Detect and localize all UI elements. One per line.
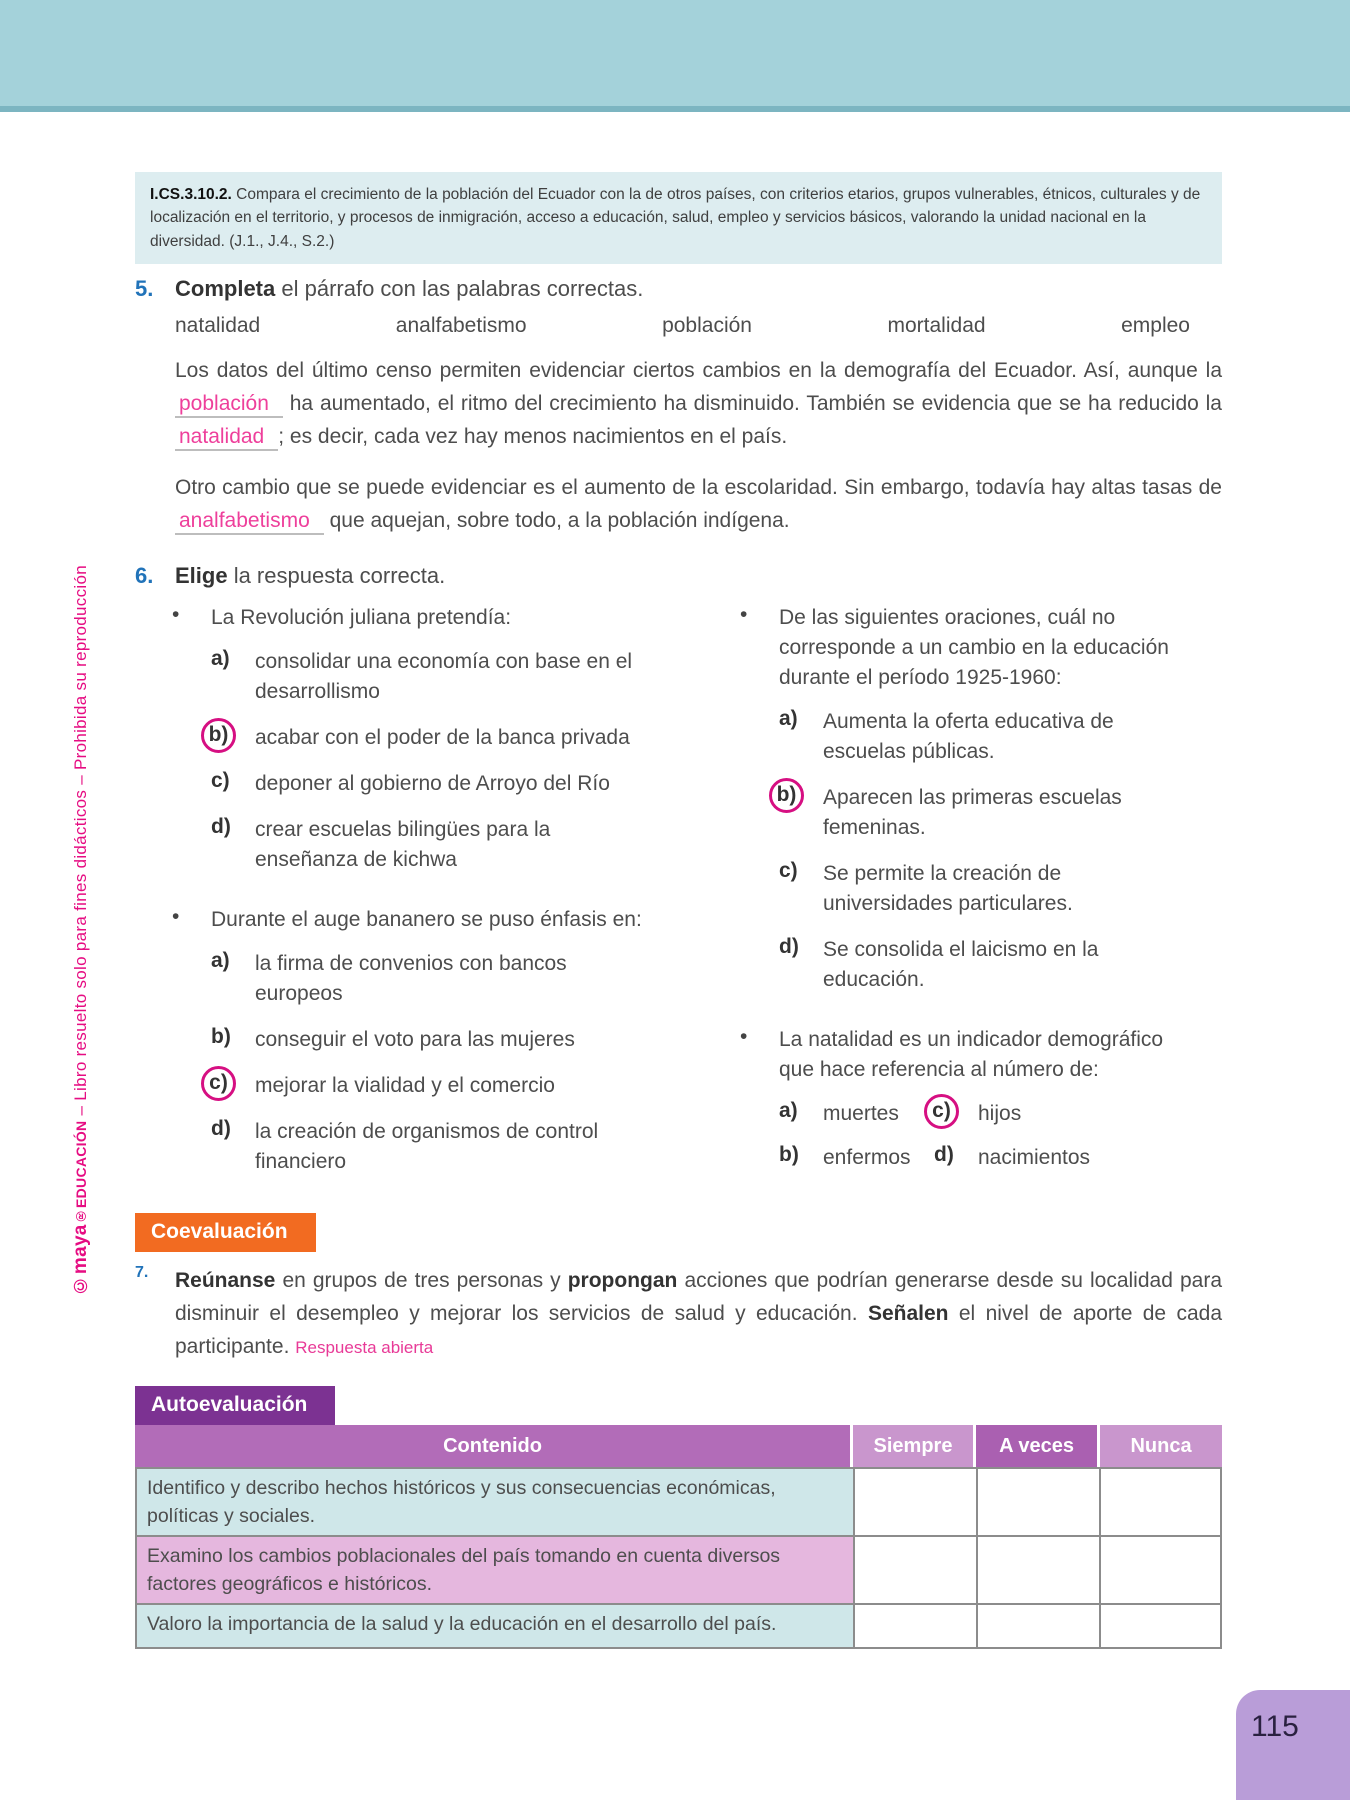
answer-circle: b)	[201, 718, 236, 753]
exercise7-segment: acciones que podrían generarse desde su localidad para disminuir el desempleo y mejorar los servicios de salud y educación.	[175, 1268, 1222, 1325]
option-letter-mark: d)	[779, 934, 799, 958]
exercise5-verb: Completa	[175, 275, 276, 301]
option-letter	[779, 935, 823, 959]
word-bank-item: mortalidad	[887, 313, 986, 337]
table-row-statement: Identifico y describo hechos históricos y sus consecuencias económicas, políticas y sociales.	[135, 1469, 853, 1537]
option-letter	[934, 1099, 978, 1124]
exercise7-segment: en grupos de tres personas y	[275, 1268, 568, 1292]
table-header-aveces: A veces	[976, 1425, 1097, 1467]
paragraph-text: ha aumentado, el ritmo del crecimiento ha disminuido. También se evidencia que se ha reducido la	[282, 391, 1222, 415]
question-cambio-educacion	[740, 603, 1222, 995]
option	[779, 707, 1222, 767]
option-letter-mark: d)	[934, 1142, 954, 1166]
option-letter-mark: c)	[779, 858, 798, 882]
option-letter-mark: d)	[211, 1116, 231, 1140]
question-revolucion-juliana	[172, 603, 740, 875]
option	[779, 1099, 934, 1129]
exercise7-number: 7.	[135, 1263, 149, 1281]
option-letter-mark: b)	[211, 1024, 231, 1048]
option-letter-mark: a)	[779, 1098, 798, 1122]
paragraph-text: Otro cambio que se puede evidenciar es el aumento de la escolaridad. Sin embargo, todavía hay altas tasas de	[175, 475, 1222, 499]
paragraph-escolaridad	[175, 471, 1222, 537]
exercise7-bold: Señalen	[867, 1301, 949, 1325]
copyright-sidebar-text	[70, 565, 92, 1295]
question-body	[211, 905, 740, 1177]
filled-blank: población	[175, 392, 283, 418]
exercise7-bold: propongan	[567, 1268, 678, 1292]
question-text: La natalidad es un indicador demográfico que hace referencia al número de:	[779, 1027, 1164, 1081]
exercise6-columns	[135, 603, 1222, 1177]
page-number-box	[1236, 1690, 1350, 1800]
option-letter	[779, 707, 823, 731]
option	[776, 783, 1222, 843]
option-text: la firma de convenios con bancos europeos	[255, 951, 567, 1005]
paragraph-censo	[175, 354, 1222, 453]
option-text: Se permite la creación de universidades particulares.	[823, 861, 1073, 915]
page-content	[135, 172, 1222, 1649]
paragraph-text: ; es decir, cada vez hay menos nacimientos en el país.	[278, 424, 788, 448]
table-body	[135, 1467, 1222, 1649]
option-text: la creación de organismos de control financiero	[255, 1119, 599, 1173]
option-letter	[779, 1143, 823, 1167]
option-letter	[211, 647, 255, 671]
bullet-icon: •	[740, 1024, 748, 1048]
option	[211, 1071, 740, 1101]
answer-cell-aveces[interactable]	[976, 1537, 1099, 1605]
exercise5-number: 5.	[135, 275, 154, 301]
answer-circle: b)	[769, 778, 804, 813]
question-text: Durante el auge bananero se puso énfasis en:	[211, 907, 642, 931]
table-row	[135, 1469, 1222, 1537]
question-body	[776, 603, 1222, 995]
standard-code: I.CS.3.10.2.	[150, 186, 232, 203]
word-bank-item: población	[662, 313, 752, 337]
question-natalidad-indicador	[740, 1025, 1222, 1173]
page-number: 115	[1251, 1710, 1299, 1743]
exercise7	[135, 1264, 1222, 1364]
exercise7-segment: el nivel de aporte de cada participante.	[175, 1301, 1223, 1358]
option-letter	[211, 1117, 255, 1141]
autoevaluacion-badge: Autoevaluación	[135, 1386, 335, 1425]
option-letter	[211, 1025, 255, 1049]
question-body	[208, 603, 740, 875]
option-letter	[211, 815, 255, 839]
answer-cell-aveces[interactable]	[976, 1605, 1099, 1649]
option-letter	[208, 723, 255, 748]
bullet-icon: •	[172, 602, 180, 626]
option-text: nacimientos	[978, 1145, 1091, 1169]
table-row-statement: Examino los cambios poblacionales del país tomando en cuenta diversos factores geográficos e históricos.	[135, 1537, 853, 1605]
option-text: acabar con el poder de la banca privada	[255, 725, 630, 749]
table-row-statement: Valoro la importancia de la salud y la educación en el desarrollo del país.	[135, 1605, 853, 1649]
option-letter	[211, 1071, 255, 1096]
exercise6-number: 6.	[135, 562, 154, 588]
paragraph-text: que aquejan, sobre todo, a la población indígena.	[323, 508, 790, 532]
question-body	[779, 1025, 1222, 1173]
option-letter-mark: c)	[211, 768, 230, 792]
filled-blank: natalidad	[175, 425, 278, 451]
question-text: La Revolución juliana pretendía:	[211, 605, 512, 629]
word-bank-item: analfabetismo	[395, 313, 527, 337]
option	[211, 949, 740, 1009]
answer-circle: c)	[201, 1066, 236, 1101]
bullet-icon: •	[740, 602, 748, 626]
option-letter-mark: a)	[779, 706, 798, 730]
exercise5-heading	[135, 276, 1222, 302]
options-list	[211, 949, 740, 1177]
option-letter-mark: a)	[211, 948, 230, 972]
exercise6-right-column	[740, 603, 1222, 1177]
page-header-band	[0, 0, 1350, 112]
option-letter	[211, 769, 255, 793]
exercise6-left-column	[135, 603, 740, 1177]
answer-circle: c)	[924, 1094, 959, 1129]
option	[208, 723, 740, 753]
word-bank	[175, 314, 1190, 338]
option-text: crear escuelas bilingües para la enseñanza de kichwa	[255, 817, 551, 871]
option-text: Aumenta la oferta educativa de escuelas públicas.	[823, 709, 1114, 763]
answer-cell-nunca[interactable]	[1099, 1605, 1222, 1649]
open-answer-note: Respuesta abierta	[295, 1337, 434, 1357]
paragraph-text: Los datos del último censo permiten evidenciar ciertos cambios en la demografía del Ecuador. Así, aunque la	[175, 358, 1222, 382]
option-letter	[776, 783, 823, 808]
bullet-icon: •	[172, 904, 180, 928]
option	[211, 647, 740, 707]
publisher-logo-suffix: ®EDUCACIÓN	[73, 1120, 89, 1225]
option	[779, 859, 1222, 919]
option-letter	[934, 1143, 978, 1167]
option-text: mejorar la vialidad y el comercio	[255, 1073, 555, 1097]
option-letter	[779, 859, 823, 883]
exercise5-instruction: el párrafo con las palabras correctas.	[275, 275, 644, 301]
option	[934, 1099, 1021, 1129]
publisher-logo-text: ©maya	[70, 1224, 91, 1296]
standard-text: Compara el crecimiento de la población del Ecuador con la de otros países, con criterios etarios, grupos vulnerables, étnicos, culturales y de localización en el territorio, y procesos de inmigración, acceso a educación, salud, empleo y servicios básicos, valorando la unidad nacional en la diversidad. (J.1., J.4., S.2.)	[150, 186, 1201, 250]
option	[211, 1117, 740, 1177]
option	[211, 1025, 740, 1055]
table-header-nunca: Nunca	[1100, 1425, 1222, 1467]
option-text: enfermos	[823, 1145, 911, 1169]
exercise7-bold: Reúnanse	[175, 1268, 276, 1292]
option	[211, 815, 740, 875]
answer-cell-siempre[interactable]	[853, 1537, 976, 1605]
option-text: muertes	[823, 1101, 899, 1125]
option-letter-mark: d)	[211, 814, 231, 838]
table-header-siempre: Siempre	[853, 1425, 973, 1467]
filled-blank: analfabetismo	[175, 509, 324, 535]
answer-cell-aveces[interactable]	[976, 1469, 1099, 1537]
copyright-sidebar	[58, 480, 104, 1380]
question-text: De las siguientes oraciones, cuál no corresponde a un cambio en la educación durante el período 1925-1960:	[779, 605, 1169, 689]
option-text: hijos	[978, 1101, 1022, 1125]
self-evaluation-table	[135, 1425, 1222, 1649]
option-text: Se consolida el laicismo en la educación.	[823, 937, 1099, 991]
options-grid-row	[779, 1099, 1222, 1129]
option	[934, 1143, 1090, 1173]
exercise7-text	[175, 1264, 1222, 1364]
exercise6-heading	[135, 563, 1222, 589]
word-bank-item: natalidad	[175, 313, 261, 337]
option	[779, 935, 1222, 995]
standard-reference-box	[135, 172, 1222, 264]
option	[779, 1143, 934, 1173]
answer-cell-siempre[interactable]	[853, 1469, 976, 1537]
word-bank-item: empleo	[1121, 313, 1190, 337]
question-auge-bananero	[172, 905, 740, 1177]
options-list	[776, 706, 1222, 995]
table-row	[135, 1605, 1222, 1649]
exercise6-instruction: la respuesta correcta.	[227, 562, 446, 588]
coevaluacion-badge: Coevaluación	[135, 1213, 316, 1252]
copyright-notice: – Libro resuelto solo para fines didácticos – Prohibida su reproducción	[71, 564, 90, 1121]
exercise6-verb: Elige	[175, 562, 228, 588]
table-header-row	[135, 1425, 1222, 1467]
option-text: conseguir el voto para las mujeres	[255, 1027, 575, 1051]
option	[211, 769, 740, 799]
option-letter-mark: a)	[211, 646, 230, 670]
options-grid-row	[779, 1143, 1222, 1173]
option-letter	[779, 1099, 823, 1123]
table-header-contenido: Contenido	[135, 1425, 850, 1467]
options-grid	[779, 1099, 1222, 1173]
answer-cell-nunca[interactable]	[1099, 1537, 1222, 1605]
option-text: Aparecen las primeras escuelas femeninas.	[823, 785, 1122, 839]
options-list	[208, 646, 740, 875]
answer-cell-siempre[interactable]	[853, 1605, 976, 1649]
option-text: deponer al gobierno de Arroyo del Río	[255, 771, 610, 795]
option-letter	[211, 949, 255, 973]
option-letter-mark: b)	[779, 1142, 799, 1166]
answer-cell-nunca[interactable]	[1099, 1469, 1222, 1537]
table-row	[135, 1537, 1222, 1605]
option-text: consolidar una economía con base en el desarrollismo	[255, 649, 633, 703]
